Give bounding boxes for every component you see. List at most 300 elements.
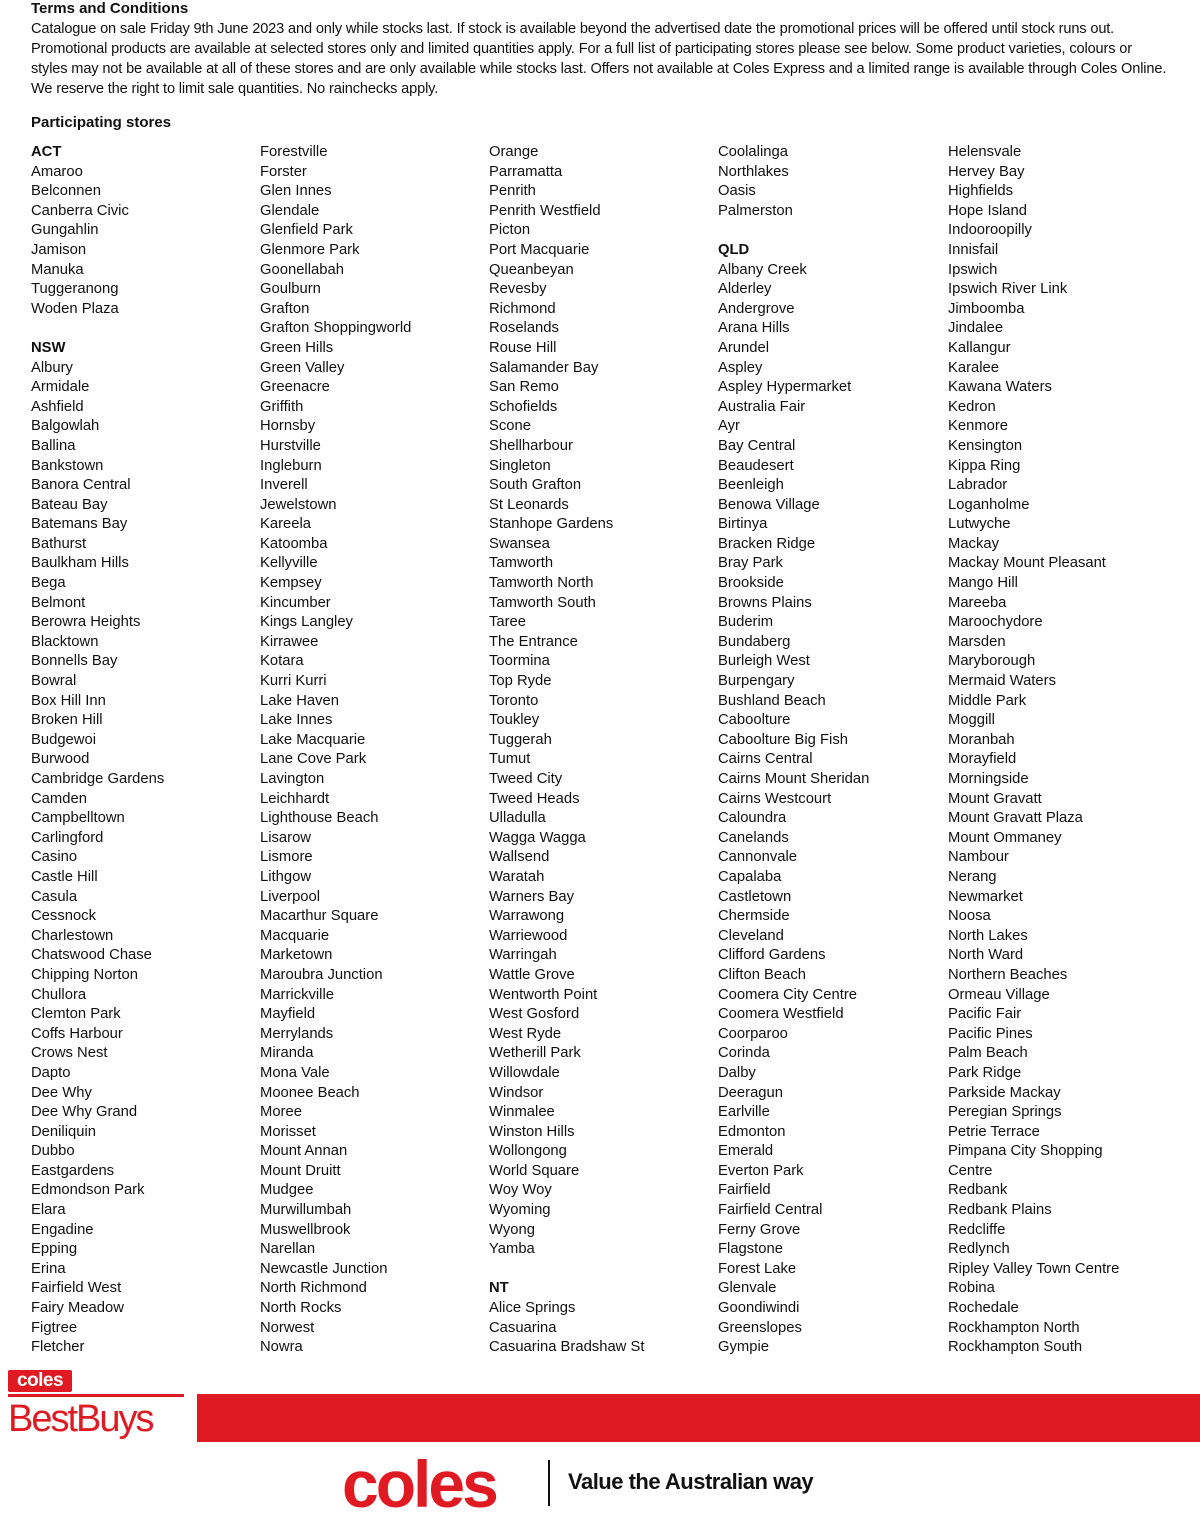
store-name: Rockhampton South xyxy=(948,1339,1083,1356)
store-name: Dubbo xyxy=(31,1143,75,1160)
store-name: Katoomba xyxy=(260,535,328,552)
state-heading: QLD xyxy=(718,241,750,258)
store-name: Burpengary xyxy=(718,673,795,690)
store-name: Swansea xyxy=(489,535,550,552)
store-name: Oasis xyxy=(718,183,756,200)
store-name: Redbank Plains xyxy=(948,1202,1052,1219)
store-name: Tuggeranong xyxy=(31,281,119,298)
store-name: Mudgee xyxy=(260,1182,314,1199)
store-name: Burwood xyxy=(31,751,90,768)
store-name: Capalaba xyxy=(718,868,782,885)
store-name: Nambour xyxy=(948,849,1009,866)
store-name: Winmalee xyxy=(489,1104,555,1121)
store-name: Alice Springs xyxy=(489,1300,576,1317)
store-name: Eastgardens xyxy=(31,1162,115,1179)
store-name: Newcastle Junction xyxy=(260,1260,388,1277)
store-name: Wyoming xyxy=(489,1202,551,1219)
store-name: Ipswich xyxy=(948,261,998,278)
store-name: Armidale xyxy=(31,379,90,396)
store-name: Fletcher xyxy=(31,1339,85,1356)
store-name: Woy Woy xyxy=(489,1182,552,1199)
store-name: Bushland Beach xyxy=(718,692,826,709)
store-name: South Grafton xyxy=(489,477,582,494)
store-name: Macarthur Square xyxy=(260,908,379,925)
store-name: Wattle Grove xyxy=(489,966,575,983)
store-name: Clifton Beach xyxy=(718,966,807,983)
store-name: Lutwyche xyxy=(948,516,1011,533)
store-name: Figtree xyxy=(31,1319,78,1336)
store-name: Marrickville xyxy=(260,986,334,1003)
store-name: Castle Hill xyxy=(31,868,98,885)
store-name: Birtinya xyxy=(718,516,768,533)
store-name: Baulkham Hills xyxy=(31,555,129,572)
store-name: Cleveland xyxy=(718,927,784,944)
store-name: Belmont xyxy=(31,594,86,611)
store-name: Lake Haven xyxy=(260,692,339,709)
store-name: Deniliquin xyxy=(31,1123,96,1140)
store-name: Ayr xyxy=(718,418,740,435)
store-name: Toukley xyxy=(489,712,540,729)
store-name: Penrith xyxy=(489,183,536,200)
store-name: Tamworth xyxy=(489,555,554,572)
store-name: Warrawong xyxy=(489,908,565,925)
store-name: Salamander Bay xyxy=(489,359,599,376)
store-name: Northlakes xyxy=(718,163,789,180)
store-name: Ormeau Village xyxy=(948,986,1050,1003)
store-name: Norwest xyxy=(260,1319,315,1336)
store-name: Aspley xyxy=(718,359,763,376)
store-name: Warners Bay xyxy=(489,888,574,905)
store-name: Chipping Norton xyxy=(31,966,138,983)
store-name: Coolalinga xyxy=(718,144,788,160)
store-name: Picton xyxy=(489,222,531,239)
store-name: Bonnells Bay xyxy=(31,653,118,670)
store-name: Dalby xyxy=(718,1064,756,1081)
store-name: Lane Cove Park xyxy=(260,751,367,768)
store-name: Schofields xyxy=(489,398,558,415)
store-name: Kings Langley xyxy=(260,614,353,631)
store-name: Arana Hills xyxy=(718,320,790,337)
store-name: Bankstown xyxy=(31,457,104,474)
store-name: Canberra Civic xyxy=(31,202,129,219)
store-name: Lake Macquarie xyxy=(260,731,366,748)
store-name: Andergrove xyxy=(718,300,795,317)
store-name: Parkside Mackay xyxy=(948,1084,1061,1101)
store-name: Redbank xyxy=(948,1182,1008,1199)
store-name: Mareeba xyxy=(948,594,1007,611)
store-name: Petrie Terrace xyxy=(948,1123,1040,1140)
store-name: Wetherill Park xyxy=(489,1045,581,1062)
store-name: North Richmond xyxy=(260,1280,367,1297)
store-name: Coorparoo xyxy=(718,1025,788,1042)
store-name: Mona Vale xyxy=(260,1064,330,1081)
store-name: Wollongong xyxy=(489,1143,567,1160)
store-name: Centre xyxy=(948,1162,993,1179)
store-name: Tuggerah xyxy=(489,731,552,748)
store-name: Corinda xyxy=(718,1045,770,1062)
store-name: Innisfail xyxy=(948,241,999,258)
store-name: Robina xyxy=(948,1280,995,1297)
store-name: Coffs Harbour xyxy=(31,1025,123,1042)
store-name: Nerang xyxy=(948,868,997,885)
store-name: Kirrawee xyxy=(260,633,319,650)
store-name: Marsden xyxy=(948,633,1006,650)
store-name: Northern Beaches xyxy=(948,966,1068,983)
participating-stores-title: Participating stores xyxy=(31,114,172,131)
store-name: Kellyville xyxy=(260,555,318,572)
store-name: Campbelltown xyxy=(31,810,125,827)
store-name: Flagstone xyxy=(718,1241,783,1258)
store-name: Bay Central xyxy=(718,437,796,454)
store-name: Clifford Gardens xyxy=(718,947,826,964)
store-name: Browns Plains xyxy=(718,594,812,611)
store-name: Jindalee xyxy=(948,320,1004,337)
store-name: Morayfield xyxy=(948,751,1017,768)
store-name: Lighthouse Beach xyxy=(260,810,379,827)
store-name: Mount Druitt xyxy=(260,1162,341,1179)
store-name: San Remo xyxy=(489,379,559,396)
store-name: Charlestown xyxy=(31,927,114,944)
store-name: Green Hills xyxy=(260,339,334,356)
footer-tagline: Value the Australian way xyxy=(568,1469,814,1494)
store-name: St Leonards xyxy=(489,496,569,513)
store-name: Warringah xyxy=(489,947,557,964)
store-name: Arundel xyxy=(718,339,770,356)
store-name: Jewelstown xyxy=(260,496,337,513)
store-column-3 xyxy=(489,143,714,1358)
store-name: Penrith Westfield xyxy=(489,202,601,219)
store-name: Cairns Central xyxy=(718,751,813,768)
store-name: Tweed City xyxy=(489,771,563,787)
store-name: Richmond xyxy=(489,300,556,317)
store-name: Fairy Meadow xyxy=(31,1300,124,1317)
store-name: Gungahlin xyxy=(31,222,99,239)
store-name: Glendale xyxy=(260,202,320,219)
store-name: Mermaid Waters xyxy=(948,673,1056,690)
store-name: Toronto xyxy=(489,692,539,709)
store-name: Budgewoi xyxy=(31,731,96,748)
store-name: Tamworth South xyxy=(489,594,596,611)
store-name: Broken Hill xyxy=(31,712,103,729)
store-name: Moree xyxy=(260,1104,302,1121)
store-name: Park Ridge xyxy=(948,1064,1022,1081)
store-name: Dee Why xyxy=(31,1084,92,1101)
store-name: Kenmore xyxy=(948,418,1009,435)
store-name: Dapto xyxy=(31,1064,71,1081)
store-name: Edmondson Park xyxy=(31,1182,145,1199)
store-name: Lithgow xyxy=(260,868,312,885)
store-name: Tumut xyxy=(489,751,531,768)
store-name: Clemton Park xyxy=(31,1006,121,1023)
store-name: Hope Island xyxy=(948,202,1027,219)
store-name: Lake Innes xyxy=(260,712,333,729)
store-name: Bundaberg xyxy=(718,633,791,650)
store-name: Fairfield Central xyxy=(718,1202,823,1219)
store-name: Waratah xyxy=(489,868,545,885)
store-name: Bracken Ridge xyxy=(718,535,816,552)
store-name: Caboolture Big Fish xyxy=(718,731,848,748)
store-name: Brookside xyxy=(718,575,784,592)
store-name: World Square xyxy=(489,1162,580,1179)
store-name: Willowdale xyxy=(489,1064,560,1081)
store-name: Muswellbrook xyxy=(260,1221,351,1238)
store-name: Aspley Hypermarket xyxy=(718,379,852,396)
store-name: Toormina xyxy=(489,653,550,670)
store-name: Cannonvale xyxy=(718,849,797,866)
store-name: Grafton xyxy=(260,300,310,317)
store-name: Beenleigh xyxy=(718,477,784,494)
store-column-4 xyxy=(718,143,943,1358)
red-banner xyxy=(197,1394,1200,1442)
store-name: Inverell xyxy=(260,477,308,494)
store-name: Emerald xyxy=(718,1143,774,1160)
store-name: Berowra Heights xyxy=(31,614,141,631)
store-name: Liverpool xyxy=(260,888,321,905)
store-name: Tweed Heads xyxy=(489,790,580,807)
store-name: Greenacre xyxy=(260,379,330,396)
store-name: Rouse Hill xyxy=(489,339,557,356)
bestbuys-wordmark: BestBuys xyxy=(8,1398,153,1440)
store-name: Albury xyxy=(31,359,73,376)
store-column-2 xyxy=(260,143,485,1358)
store-name: North Rocks xyxy=(260,1300,342,1317)
store-name: North Ward xyxy=(948,947,1024,964)
store-name: Cambridge Gardens xyxy=(31,771,165,787)
store-name: Dee Why Grand xyxy=(31,1104,138,1121)
store-name: Indooroopilly xyxy=(948,222,1032,239)
store-name: Box Hill Inn xyxy=(31,692,106,709)
store-name: Maroochydore xyxy=(948,614,1043,631)
store-name: Engadine xyxy=(31,1221,94,1238)
store-name: Moonee Beach xyxy=(260,1084,360,1101)
terms-body: Catalogue on sale Friday 9th June 2023 and only while stocks last. If stock is available beyond the advertised date the promotional prices will be offered until stock runs out. Promotional products are available at selected stores only and limited quantities apply. For a full list of participating stores please see below. Some product varieties, colours or styles may not be available at all of these stores and are only available while stocks last. Offers not available at Coles Express and a limited range is available through Coles Online. We reserve the right to limit sale quantities. No rainchecks apply. xyxy=(31,21,1167,97)
store-name: Kedron xyxy=(948,398,996,415)
store-name: Redcliffe xyxy=(948,1221,1006,1238)
store-name: Kawana Waters xyxy=(948,379,1052,396)
store-name: Mount Gravatt Plaza xyxy=(948,810,1083,827)
store-name: Greenslopes xyxy=(718,1319,802,1336)
store-name: Benowa Village xyxy=(718,496,820,513)
store-name: Tamworth North xyxy=(489,575,594,592)
store-name: Goulburn xyxy=(260,281,321,298)
store-name: Nowra xyxy=(260,1339,303,1356)
store-name: Buderim xyxy=(718,614,774,631)
store-name: Kallangur xyxy=(948,339,1011,356)
store-name: Leichhardt xyxy=(260,790,330,807)
store-name: Hornsby xyxy=(260,418,316,435)
store-name: Batemans Bay xyxy=(31,516,128,533)
store-name: Erina xyxy=(31,1260,66,1277)
store-name: Wagga Wagga xyxy=(489,829,586,846)
store-name: Winston Hills xyxy=(489,1123,575,1140)
store-name: Lismore xyxy=(260,849,313,866)
store-name: Green Valley xyxy=(260,359,345,376)
state-heading: ACT xyxy=(31,144,62,160)
store-name: Mount Annan xyxy=(260,1143,348,1160)
store-name: Elara xyxy=(31,1202,66,1219)
store-name: Shellharbour xyxy=(489,437,573,454)
store-name: Banora Central xyxy=(31,477,131,494)
store-name: Merrylands xyxy=(260,1025,334,1042)
store-name: Beaudesert xyxy=(718,457,794,474)
store-name: Forest Lake xyxy=(718,1260,797,1277)
store-name: Forestville xyxy=(260,144,328,160)
store-name: Helensvale xyxy=(948,144,1022,160)
store-name: Jimboomba xyxy=(948,300,1025,317)
state-heading: NSW xyxy=(31,339,66,356)
store-name: Moranbah xyxy=(948,731,1015,748)
store-name: Balgowlah xyxy=(31,418,100,435)
store-name: Chermside xyxy=(718,908,790,925)
store-name: Karalee xyxy=(948,359,1000,376)
store-name: Redlynch xyxy=(948,1241,1010,1258)
store-name: Casula xyxy=(31,888,78,905)
store-name: Taree xyxy=(489,614,527,631)
store-name: Stanhope Gardens xyxy=(489,516,614,533)
store-name: West Gosford xyxy=(489,1006,580,1023)
store-name: Goondiwindi xyxy=(718,1300,800,1317)
store-column-1 xyxy=(31,143,256,1358)
store-name: Morningside xyxy=(948,771,1029,787)
store-name: Queanbeyan xyxy=(489,261,574,278)
store-name: Windsor xyxy=(489,1084,544,1101)
store-name: Narellan xyxy=(260,1241,316,1258)
store-name: Glenfield Park xyxy=(260,222,353,239)
store-name: Forster xyxy=(260,163,307,180)
store-name: Loganholme xyxy=(948,496,1030,513)
store-name: Blacktown xyxy=(31,633,99,650)
store-name: Belconnen xyxy=(31,183,101,200)
store-name: Albany Creek xyxy=(718,261,807,278)
store-name: Glen Innes xyxy=(260,183,332,200)
store-name: Crows Nest xyxy=(31,1045,108,1062)
store-name: Lisarow xyxy=(260,829,311,846)
store-name: Kensington xyxy=(948,437,1023,454)
store-name: Scone xyxy=(489,418,531,435)
store-name: Hurstville xyxy=(260,437,321,454)
store-name: Caboolture xyxy=(718,712,791,729)
store-name: Jamison xyxy=(31,241,87,258)
store-name: Glenmore Park xyxy=(260,241,360,258)
state-heading: NT xyxy=(489,1280,509,1297)
store-name: Bateau Bay xyxy=(31,496,108,513)
store-name: Kippa Ring xyxy=(948,457,1021,474)
store-name: Alderley xyxy=(718,281,772,298)
store-name: Canelands xyxy=(718,829,789,846)
store-name: Newmarket xyxy=(948,888,1023,905)
store-name: Highfields xyxy=(948,183,1013,200)
store-name: Manuka xyxy=(31,261,84,278)
store-name: Moggill xyxy=(948,712,995,729)
store-name: Singleton xyxy=(489,457,551,474)
store-name: Mayfield xyxy=(260,1006,316,1023)
store-name: Edmonton xyxy=(718,1123,786,1140)
coles-bestbuys-logo xyxy=(8,1370,184,1444)
store-name: Cairns Mount Sheridan xyxy=(718,771,870,787)
coles-tag: coles xyxy=(8,1370,72,1392)
store-name: Castletown xyxy=(718,888,792,905)
store-name: Kurri Kurri xyxy=(260,673,327,690)
store-name: Bray Park xyxy=(718,555,783,572)
store-name: Casuarina Bradshaw St xyxy=(489,1339,645,1356)
store-name: Maryborough xyxy=(948,653,1036,670)
store-name: Ferny Grove xyxy=(718,1221,801,1238)
store-name: Miranda xyxy=(260,1045,314,1062)
store-name: Warriewood xyxy=(489,927,568,944)
store-name: Pacific Fair xyxy=(948,1006,1022,1023)
store-name: Mackay Mount Pleasant xyxy=(948,555,1106,572)
store-name: Casuarina xyxy=(489,1319,557,1336)
store-name: Bowral xyxy=(31,673,77,690)
store-name: Mount Ommaney xyxy=(948,829,1062,846)
store-name: Kareela xyxy=(260,516,312,533)
section-gap xyxy=(31,319,256,339)
store-name: Revesby xyxy=(489,281,547,298)
store-name: Epping xyxy=(31,1241,78,1258)
section-gap xyxy=(718,221,943,241)
store-name: Labrador xyxy=(948,477,1008,494)
store-name: Peregian Springs xyxy=(948,1104,1062,1121)
section-gap xyxy=(489,1260,714,1280)
store-name: Earlville xyxy=(718,1104,770,1121)
store-name: Burleigh West xyxy=(718,653,810,670)
store-name: Ashfield xyxy=(31,398,84,415)
store-name: Casino xyxy=(31,849,78,866)
store-name: Coomera Westfield xyxy=(718,1006,844,1023)
store-name: Palm Beach xyxy=(948,1045,1028,1062)
store-name: Parramatta xyxy=(489,163,563,180)
store-name: Cairns Westcourt xyxy=(718,790,832,807)
store-name: Coomera City Centre xyxy=(718,986,857,1003)
store-name: Carlingford xyxy=(31,829,104,846)
footer-divider xyxy=(548,1460,550,1506)
store-name: Kincumber xyxy=(260,594,331,611)
store-name: Woden Plaza xyxy=(31,300,119,317)
store-name: Rockhampton North xyxy=(948,1319,1080,1336)
store-name: Noosa xyxy=(948,908,991,925)
store-name: Ipswich River Link xyxy=(948,281,1068,298)
store-name: North Lakes xyxy=(948,927,1028,944)
store-name: Caloundra xyxy=(718,810,787,827)
store-name: Roselands xyxy=(489,320,559,337)
store-name: Griffith xyxy=(260,398,304,415)
store-name: Wyong xyxy=(489,1221,535,1238)
store-column-5 xyxy=(948,143,1173,1358)
store-name: Ripley Valley Town Centre xyxy=(948,1260,1120,1277)
store-name: Grafton Shoppingworld xyxy=(260,320,412,337)
store-name: Gympie xyxy=(718,1339,769,1356)
store-name: Chatswood Chase xyxy=(31,947,152,964)
store-name: Mango Hill xyxy=(948,575,1018,592)
store-name: Middle Park xyxy=(948,692,1027,709)
store-name: Mount Gravatt xyxy=(948,790,1042,807)
store-name: Ballina xyxy=(31,437,76,454)
store-name: West Ryde xyxy=(489,1025,562,1042)
store-name: Goonellabah xyxy=(260,261,344,278)
store-name: Hervey Bay xyxy=(948,163,1025,180)
store-name: Pacific Pines xyxy=(948,1025,1033,1042)
store-name: Deeragun xyxy=(718,1084,783,1101)
store-name: Kempsey xyxy=(260,575,322,592)
store-name: Australia Fair xyxy=(718,398,806,415)
store-name: Pimpana City Shopping xyxy=(948,1143,1103,1160)
store-name: Bathurst xyxy=(31,535,87,552)
terms-title: Terms and Conditions xyxy=(31,0,189,17)
store-name: Camden xyxy=(31,790,87,807)
store-name: Ulladulla xyxy=(489,810,546,827)
store-name: Rochedale xyxy=(948,1300,1019,1317)
store-name: Everton Park xyxy=(718,1162,804,1179)
